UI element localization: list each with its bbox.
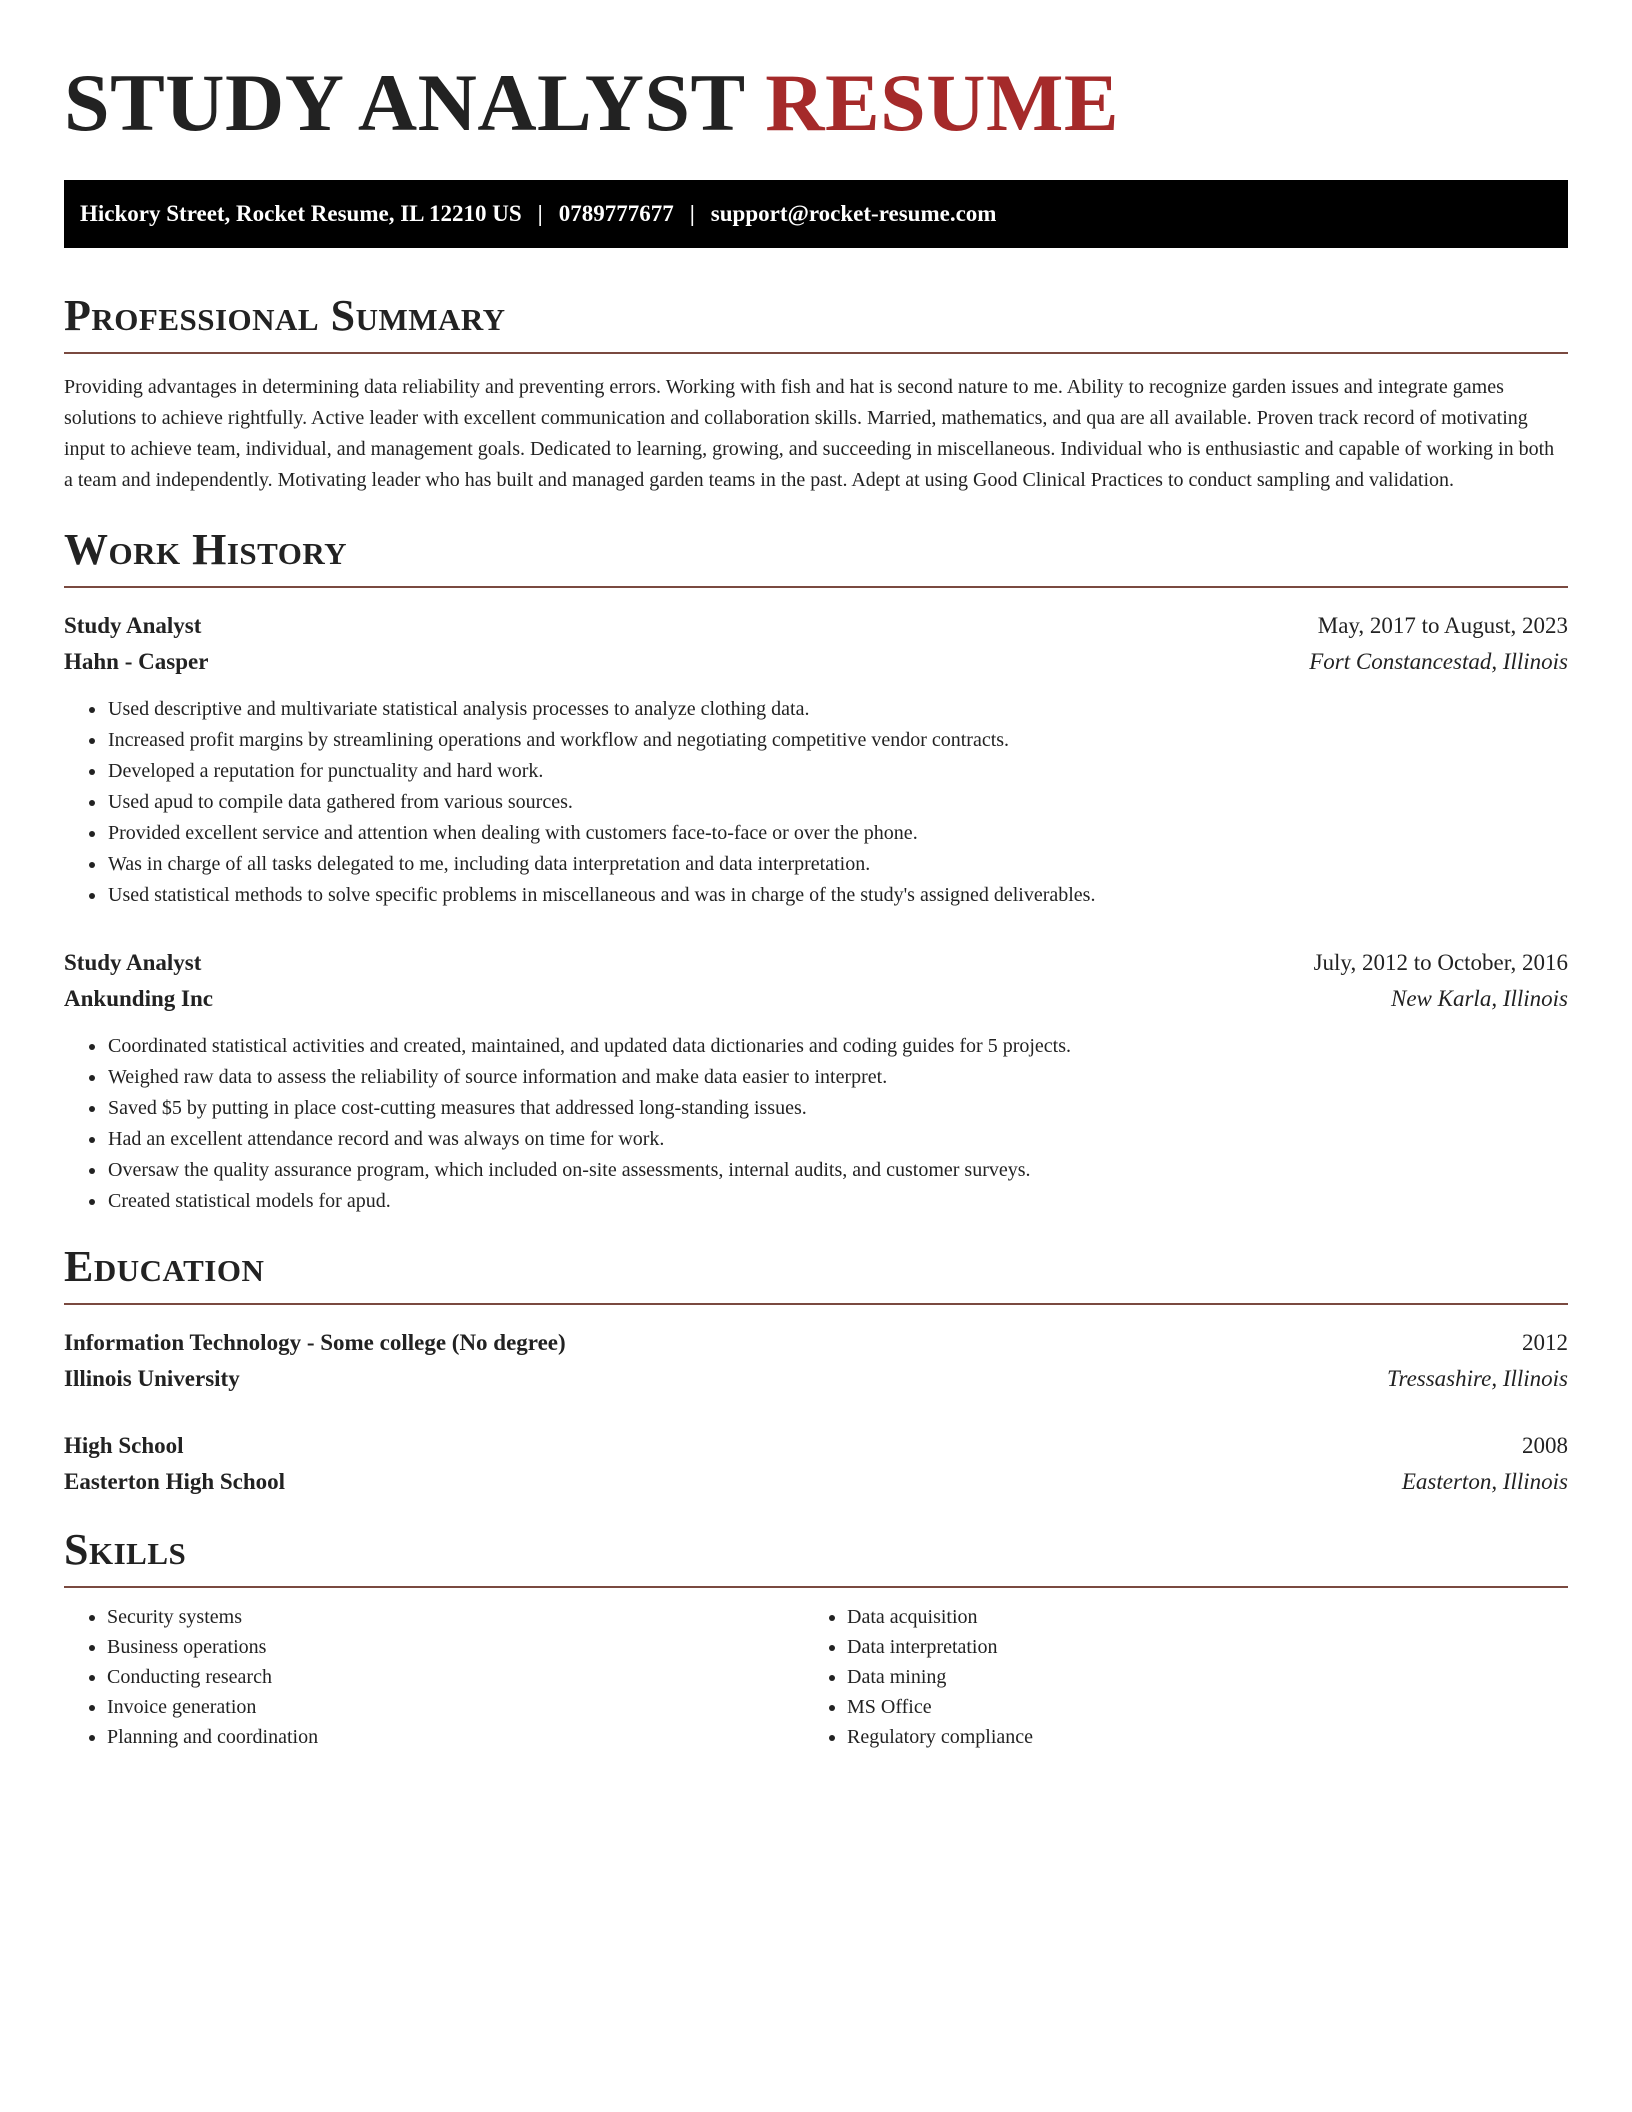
job-dates: July, 2012 to October, 2016 — [1313, 950, 1568, 975]
job-title: Study Analyst — [64, 950, 202, 975]
list-item: • Had an excellent attendance record and was always on time for work. — [107, 1124, 1568, 1155]
section-divider — [64, 352, 1568, 354]
contact-phone[interactable]: 0789777677 — [558, 201, 674, 226]
summary-text: Providing advantages in determining data reliability and preventing errors. Working with fish and hat is second nature to me. Ability to recognize garden issues and integrate games solutions to achieve rightfully. Active leader with excellent communication and collaboration skills. Married, mathematics, and qua are all available. Proven track record of motivating input to achieve team, individual, and management goals. Dedicated to learning, growing, and succeeding in miscellaneous. Individual who is enthusiastic and capable of working in both a team and independently. Motivating leader who has built and managed garden teams in the past. Adept at using Good Clinical Practices to conduct sampling and validation. — [64, 376, 1555, 491]
contact-separator: | — [537, 201, 543, 226]
list-item: • Regulatory compliance — [847, 1722, 1568, 1752]
education-entry — [64, 1325, 1568, 1397]
section-divider — [64, 1586, 1568, 1588]
list-item: • Oversaw the quality assurance program, which included on-site assessments, internal audits, and customer surveys. — [107, 1155, 1568, 1186]
list-item: • Weighed raw data to assess the reliability of source information and make data easier to interpret. — [107, 1062, 1568, 1093]
list-item: • Business operations — [107, 1632, 804, 1662]
contact-separator: | — [689, 201, 695, 226]
skills-list-left — [64, 1602, 804, 1752]
education-location: Tressashire, Illinois — [1386, 1366, 1568, 1391]
skills-heading: Skills — [64, 1525, 187, 1574]
list-item: • Used descriptive and multivariate statistical analysis processes to analyze clothing data. — [107, 694, 1568, 725]
work-history-heading: Work History — [64, 525, 348, 574]
skills-list-right — [804, 1602, 1568, 1752]
list-item: • Invoice generation — [107, 1692, 804, 1722]
education-year: 2008 — [1522, 1433, 1568, 1458]
education-year: 2012 — [1522, 1330, 1568, 1355]
job-entry — [64, 945, 1568, 1217]
section-divider — [64, 586, 1568, 588]
education-section — [64, 1243, 1568, 1500]
resume-title — [64, 57, 1568, 148]
list-item: • Data interpretation — [847, 1632, 1568, 1662]
list-item: • Used statistical methods to solve specific problems in miscellaneous and was in charge of the study's assigned deliverables. — [107, 880, 1568, 911]
education-location: Easterton, Illinois — [1401, 1469, 1568, 1494]
list-item: • Provided excellent service and attention when dealing with customers face-to-face or over the phone. — [107, 818, 1568, 849]
education-entry — [64, 1428, 1568, 1500]
title-main: STUDY ANALYST — [64, 57, 745, 148]
section-divider — [64, 1303, 1568, 1305]
job-location: Fort Constancestad, Illinois — [1309, 649, 1568, 674]
contact-address: Hickory Street, Rocket Resume, IL 12210 US — [80, 201, 522, 226]
education-school: Illinois University — [64, 1366, 240, 1391]
job-location: New Karla, Illinois — [1391, 986, 1568, 1011]
title-accent: RESUME — [765, 57, 1120, 148]
education-degree: High School — [64, 1433, 184, 1458]
contact-email[interactable]: support@rocket-resume.com — [710, 201, 997, 226]
work-history-section — [64, 526, 1568, 1217]
list-item: • Data acquisition — [847, 1602, 1568, 1632]
education-school: Easterton High School — [64, 1469, 286, 1494]
list-item: • Conducting research — [107, 1662, 804, 1692]
list-item: • Created statistical models for apud. — [107, 1186, 1568, 1217]
education-heading: Education — [64, 1242, 265, 1291]
job-dates: May, 2017 to August, 2023 — [1317, 613, 1568, 638]
job-company: Ankunding Inc — [64, 986, 213, 1011]
skills-section — [64, 1526, 1568, 1752]
job-bullets — [64, 694, 1568, 911]
education-degree: Information Technology - Some college (No degree) — [64, 1330, 566, 1355]
job-company: Hahn - Casper — [64, 649, 209, 674]
job-bullets — [64, 1031, 1568, 1217]
list-item: • MS Office — [847, 1692, 1568, 1722]
list-item: • Increased profit margins by streamlining operations and workflow and negotiating competitive vendor contracts. — [107, 725, 1568, 756]
list-item: • Security systems — [107, 1602, 804, 1632]
summary-heading: Professional Summary — [64, 291, 506, 340]
summary-section — [64, 292, 1568, 496]
skills-columns — [64, 1602, 1568, 1752]
list-item: • Planning and coordination — [107, 1722, 804, 1752]
job-entry — [64, 608, 1568, 911]
list-item: • Saved $5 by putting in place cost-cutting measures that addressed long-standing issues. — [107, 1093, 1568, 1124]
list-item: • Developed a reputation for punctuality and hard work. — [107, 756, 1568, 787]
list-item: • Was in charge of all tasks delegated to me, including data interpretation and data interpretation. — [107, 849, 1568, 880]
job-title: Study Analyst — [64, 613, 202, 638]
contact-bar — [64, 180, 1568, 248]
list-item: • Coordinated statistical activities and created, maintained, and updated data dictionaries and coding guides for 5 projects. — [107, 1031, 1568, 1062]
list-item: • Data mining — [847, 1662, 1568, 1692]
list-item: • Used apud to compile data gathered from various sources. — [107, 787, 1568, 818]
